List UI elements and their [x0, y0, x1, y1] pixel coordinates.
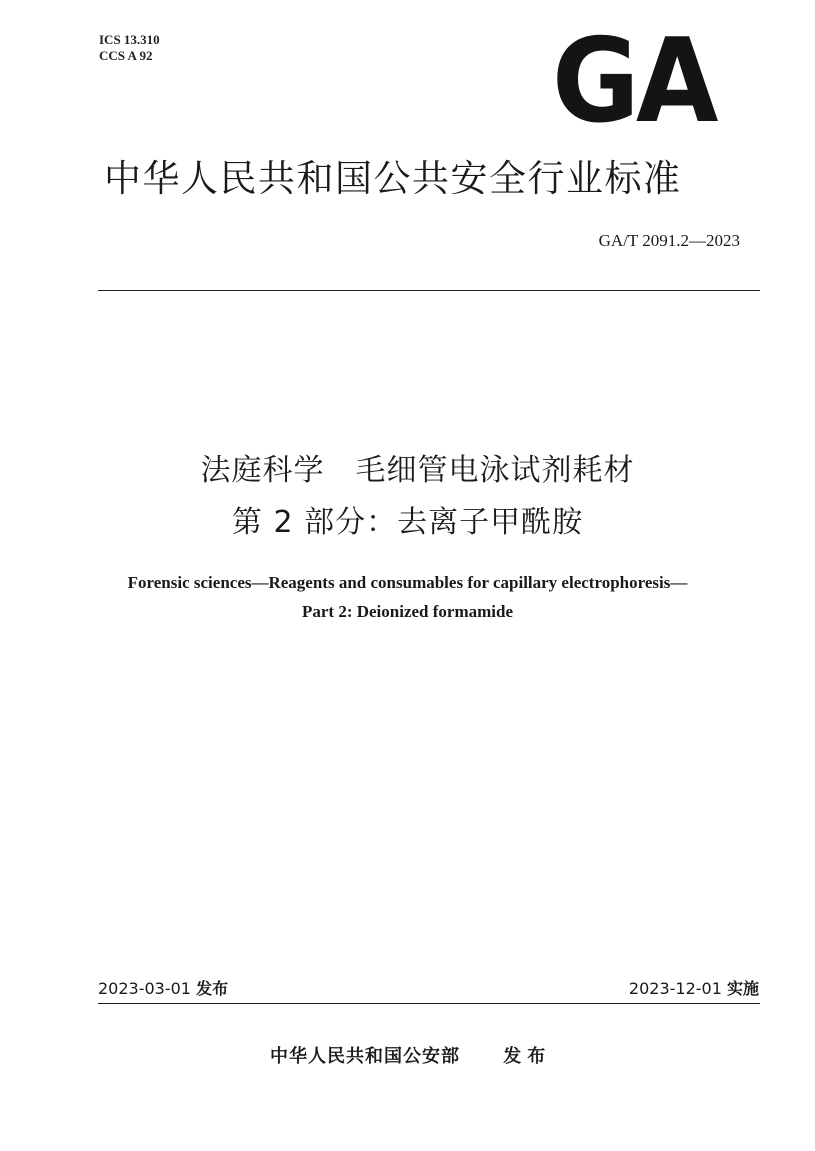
title-en-line1: Forensic sciences—Reagents and consumables for capillary electrophoresis— — [127, 573, 688, 592]
issue-date-block — [98, 978, 228, 1000]
header-divider — [98, 290, 760, 291]
document-title-cn — [0, 445, 815, 549]
implement-date-block — [629, 978, 759, 1000]
ccs-code: CCS A 92 — [99, 48, 153, 63]
implement-label: 实施 — [726, 979, 759, 998]
document-title-en — [0, 568, 815, 626]
ics-code: ICS 13.310 — [99, 32, 160, 47]
footer-divider — [98, 1003, 760, 1004]
title-cn-line1: 法庭科学 毛细管电泳试剂耗材 — [200, 453, 635, 488]
title-en-line2: Part 2: Deionized formamide — [301, 602, 514, 621]
ga-logo: GA — [552, 14, 715, 149]
classification-codes — [99, 32, 160, 64]
issuer-action: 发布 — [503, 1046, 552, 1067]
issue-date: 2023-03-01 — [98, 979, 191, 998]
issuer-line — [270, 1044, 551, 1070]
issue-label: 发布 — [196, 979, 229, 998]
issuer-name: 中华人民共和国公安部 — [270, 1046, 460, 1067]
standard-number: GA/T 2091.2—2023 — [598, 231, 740, 250]
title-cn-line2: 第 2 部分：去离子甲酰胺 — [231, 505, 584, 540]
standard-title: 中华人民共和国公共安全行业标准 — [104, 157, 682, 200]
implement-date: 2023-12-01 — [628, 979, 722, 998]
